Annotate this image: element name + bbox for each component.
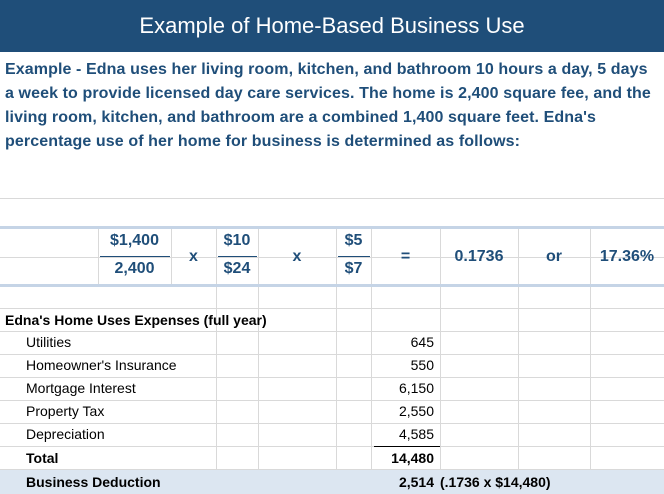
fraction-1-bar [100, 256, 170, 257]
table-row [0, 400, 664, 423]
expense-label: Mortgage Interest [26, 380, 136, 396]
fraction-2-denominator: $24 [223, 260, 251, 277]
fraction-3-numerator: $5 [344, 232, 363, 249]
deduction-label: Business Deduction [26, 474, 161, 490]
deduction-note: (.1736 x $14,480) [440, 474, 551, 490]
result-decimal: 0.1736 [454, 248, 504, 265]
fraction-3-bar [338, 256, 370, 257]
equals-sign: = [400, 248, 411, 265]
total-row [0, 447, 664, 470]
expenses-header: Edna's Home Uses Expenses (full year) [5, 312, 267, 328]
example-description: Example - Edna uses her living room, kitchen, and bathroom 10 hours a day, 5 days a week to provide licensed day care services. The home is 2,400 square fee, and the living room, kitchen, and bathroom are a combined 1,400 square feet. Edna's percentage use of her home for business is determined as follows: [5, 61, 651, 150]
expense-label: Depreciation [26, 426, 105, 442]
expense-amount: 2,550 [398, 403, 434, 419]
multiply-sign-2: x [292, 248, 302, 265]
expense-label: Utilities [26, 334, 72, 350]
multiply-sign-1: x [189, 248, 198, 265]
expense-amount: 4,585 [398, 426, 434, 442]
expense-label: Property Tax [26, 403, 105, 419]
table-row [0, 354, 664, 377]
or-label: or [546, 248, 562, 265]
result-percent: 17.36% [599, 248, 655, 265]
total-amount: 14,480 [391, 450, 434, 466]
grid-line [0, 198, 664, 199]
fraction-2-numerator: $10 [223, 232, 251, 249]
expense-label: Homeowner's Insurance [26, 357, 177, 373]
table-row [0, 423, 664, 446]
fraction-2-bar [218, 256, 257, 257]
table-border-top [0, 226, 664, 229]
table-row [0, 377, 664, 400]
page-title: Example of Home-Based Business Use [0, 0, 664, 52]
table-border-bottom [0, 284, 664, 287]
expense-amount: 550 [410, 357, 434, 373]
table-row [0, 331, 664, 354]
total-label: Total [26, 450, 59, 466]
fraction-1-numerator: $1,400 [110, 232, 159, 249]
grid-line [0, 308, 664, 309]
deduction-amount: 2,514 [398, 474, 434, 490]
expense-amount: 6,150 [398, 380, 434, 396]
expense-amount: 645 [410, 334, 434, 350]
fraction-1-denominator: 2,400 [114, 260, 155, 277]
fraction-3-denominator: $7 [344, 260, 363, 277]
